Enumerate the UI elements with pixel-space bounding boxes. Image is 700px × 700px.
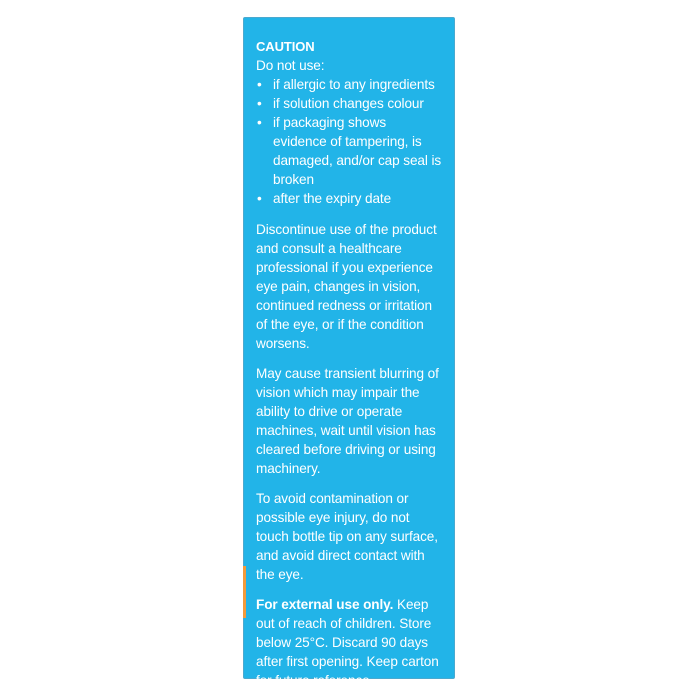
list-item-text: if packaging shows evidence of tampering, is damaged, and/or cap seal is broken <box>273 115 442 187</box>
list-item <box>256 94 443 113</box>
storage-paragraph <box>256 595 443 690</box>
list-item <box>256 113 443 189</box>
list-item-text: after the expiry date <box>273 191 392 206</box>
storage-text: Keep out of reach of children. Store below 25°C. Discard 90 days after first opening. Keep carton for future reference. <box>256 597 439 688</box>
caution-panel <box>243 17 455 688</box>
discontinue-paragraph: Discontinue use of the product and consult a healthcare professional if you experience eye pain, changes in vision, continued redness or irritation of the eye, or if the condition worsens. <box>256 222 437 351</box>
carton-accent-edge <box>243 566 246 618</box>
list-item-text: if solution changes colour <box>273 96 424 111</box>
bullet-icon: • <box>257 191 262 206</box>
do-not-use-intro: Do not use: <box>256 58 325 73</box>
contamination-paragraph: To avoid contamination or possible eye injury, do not touch bottle tip on any surface, and avoid direct contact with the eye. <box>256 491 438 582</box>
external-use-lead: For external use only. <box>256 597 394 612</box>
list-item <box>256 189 443 208</box>
bullet-icon: • <box>257 96 262 111</box>
do-not-use-list <box>256 75 443 208</box>
bullet-icon: • <box>257 77 262 92</box>
bullet-icon: • <box>257 115 262 130</box>
list-item <box>256 75 443 94</box>
list-item-text: if allergic to any ingredients <box>273 77 435 92</box>
blurring-paragraph: May cause transient blurring of vision which may impair the ability to drive or operate machines, wait until vision has cleared before driving or using machinery. <box>256 366 439 476</box>
caution-heading: CAUTION <box>256 39 315 54</box>
